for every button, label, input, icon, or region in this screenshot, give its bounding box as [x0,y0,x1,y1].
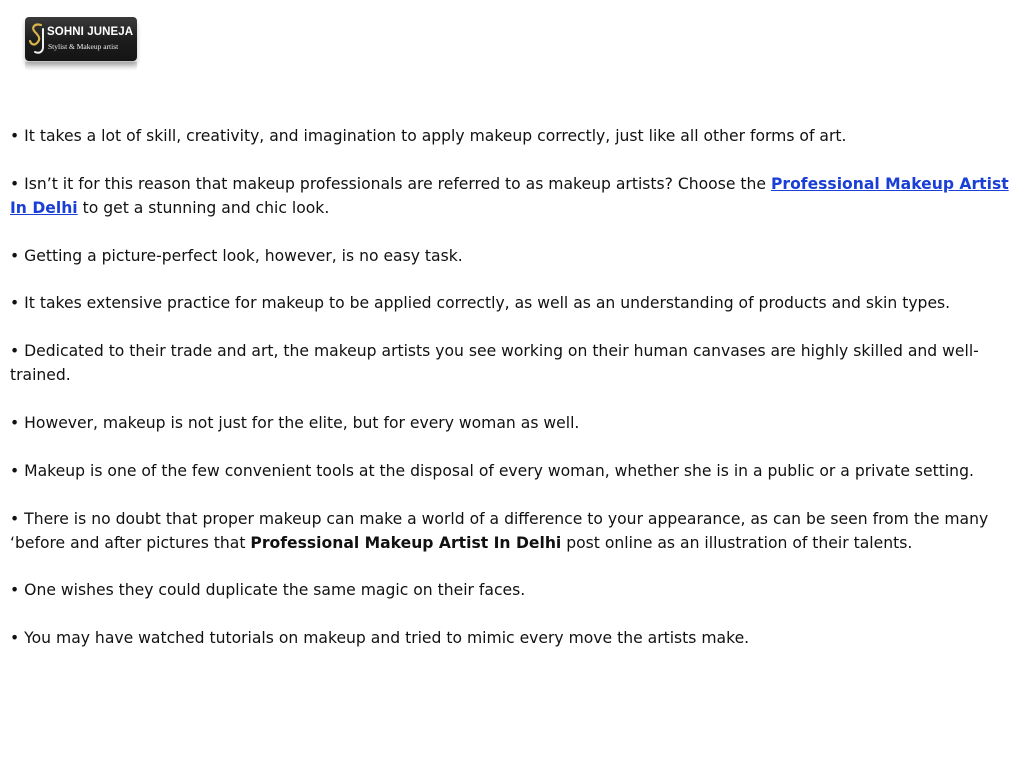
paragraph-text: There is no doubt that proper makeup can make a world of a difference to your appearance, as can be seen from the many ‘before and after pictures that [10,509,989,552]
paragraph-text: Dedicated to their trade and art, the makeup artists you see working on their human canvases are highly skilled and well-trained. [10,342,979,385]
bullet: • [10,127,20,145]
bold-keyword: Professional Makeup Artist In Delhi [250,533,562,552]
paragraph-text: It takes a lot of skill, creativity, and imagination to apply makeup correctly, just like all other forms of art. [24,127,847,145]
bullet: • [10,342,20,361]
paragraph-text: Isn’t it for this reason that makeup professionals are referred to as makeup artists? Choose the [24,174,771,193]
article-body [10,124,1016,674]
bullet: • [10,413,20,432]
paragraph-picture-perfect [10,244,1016,268]
paragraph-dedicated [10,339,1016,387]
bullet: • [10,294,20,313]
brand-logo [25,17,137,61]
paragraph-practice [10,291,1016,315]
paragraph-text: Makeup is one of the few convenient tools at the disposal of every woman, whether she is in a public or a private setting. [24,461,974,480]
logo-tagline: Stylist & Makeup artist [48,42,119,51]
paragraph-every-woman [10,411,1016,435]
paragraph-before-after [10,507,1016,555]
paragraph-text: One wishes they could duplicate the same magic on their faces. [24,581,526,600]
paragraph-text: Getting a picture-perfect look, however, is no easy task. [24,246,463,265]
paragraph-text: It takes extensive practice for makeup to be applied correctly, as well as an understanding of products and skin types. [24,294,951,313]
bullet: • [10,461,20,480]
professional-makeup-artist-link[interactable]: Professional Makeup Artist In Delhi [10,174,1009,217]
logo-brand-name: SOHNI JUNEJA [47,26,134,38]
paragraph-text: to get a stunning and chic look. [77,198,330,217]
bullet: • [10,509,20,528]
bullet: • [10,246,20,265]
paragraph-makeup-artists [10,172,1016,220]
paragraph-duplicate-magic [10,578,1016,602]
bullet: • [10,581,20,600]
bullet: • [10,174,20,193]
paragraph-text: You may have watched tutorials on makeup and tried to mimic every move the artists make. [24,629,750,648]
logo-reflection [25,62,137,71]
paragraph-skill [10,124,1016,148]
paragraph-text: post online as an illustration of their talents. [561,533,913,552]
sj-monogram-icon [28,20,46,56]
paragraph-convenient-tools [10,459,1016,483]
bullet: • [10,629,20,648]
paragraph-tutorials [10,626,1016,650]
paragraph-text: However, makeup is not just for the elite, but for every woman as well. [24,413,580,432]
